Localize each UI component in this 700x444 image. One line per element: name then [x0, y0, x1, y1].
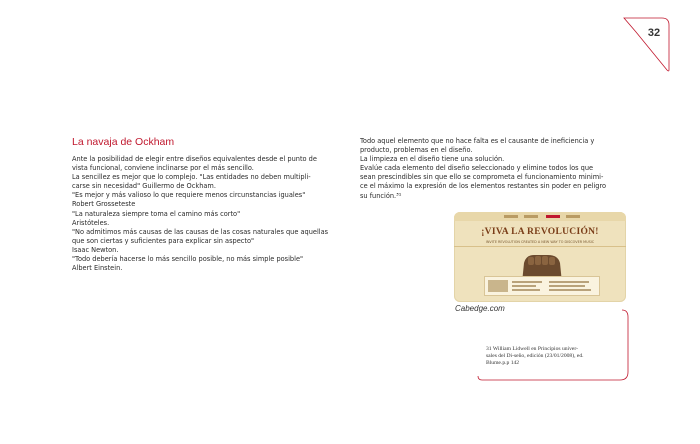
text-line: Albert Einstein.	[72, 264, 123, 273]
section-title: La navaja de Ockham	[72, 136, 175, 148]
footnote-frame	[476, 308, 632, 382]
screenshot-banner: ¡VIVA LA REVOLUCIÓN!	[481, 227, 599, 237]
footnote-line: sales del Di-seño, edición (23/01/2008), ed.	[486, 353, 584, 360]
text-line: que son ciertas y suficientes para explicar sin aspecto"	[72, 236, 255, 245]
text-line: Aristóteles.	[72, 218, 110, 227]
text-line: carse sin necesidad" Guillermo de Ockham.	[72, 182, 216, 191]
text-line: vista funcional, conviene inclinarse por el más sencillo.	[72, 164, 254, 173]
page-number: 32	[647, 27, 661, 39]
text-line: Robert Grosseteste	[72, 200, 136, 209]
screenshot-content-panel	[484, 276, 600, 296]
text-line: "No admitimos más causas de las causas de las cosas naturales que aquellas	[72, 227, 329, 236]
text-line: "Todo debería hacerse lo más sencillo posible, no más simple posible"	[72, 255, 304, 264]
right-column-text	[360, 137, 632, 201]
footnote	[486, 346, 614, 368]
text-line: La limpieza en el diseño tiene una solución.	[360, 155, 505, 164]
text-line: Todo aquel elemento que no hace falta es el causante de ineficiencia y	[360, 137, 595, 145]
text-line: "La naturaleza siempre toma el camino más corto"	[72, 209, 241, 218]
screenshot-nav-bar	[454, 212, 626, 221]
text-line: sean prescindibles sin que ello se comprometa el funcionamiento minimi-	[360, 173, 604, 182]
image-caption: Cabedge.com	[455, 304, 505, 313]
text-line: ce el máximo la expresión de los elementos restantes sin poder en peligro	[360, 182, 607, 191]
text-line: Evalúe cada elemento del diseño seleccionado y elimine todos los que	[360, 164, 594, 173]
page-number-tab	[622, 16, 672, 72]
footnote-line: 31 William Lidwell en Principios univer-	[486, 346, 578, 352]
text-line: Ante la posibilidad de elegir entre diseños equivalentes desde el punto de	[72, 155, 317, 163]
website-screenshot	[454, 212, 626, 302]
text-line: producto, problemas en el diseño.	[360, 146, 473, 155]
text-line: "Es mejor y más valioso lo que requiere menos circunstancias iguales"	[72, 191, 306, 200]
left-column-text	[72, 155, 352, 273]
text-line: su función.³¹	[360, 191, 402, 200]
screenshot-subtitle: INVITE REVOLUTION CREATED A NEW WAY TO DISCOVER MUSIC	[485, 240, 595, 244]
text-line: La sencillez es mejor que lo complejo. "Las entidades no deben multipli-	[72, 173, 311, 182]
text-line: Isaac Newton.	[72, 245, 119, 254]
footnote-line: Blume.p.p 142	[486, 360, 520, 367]
